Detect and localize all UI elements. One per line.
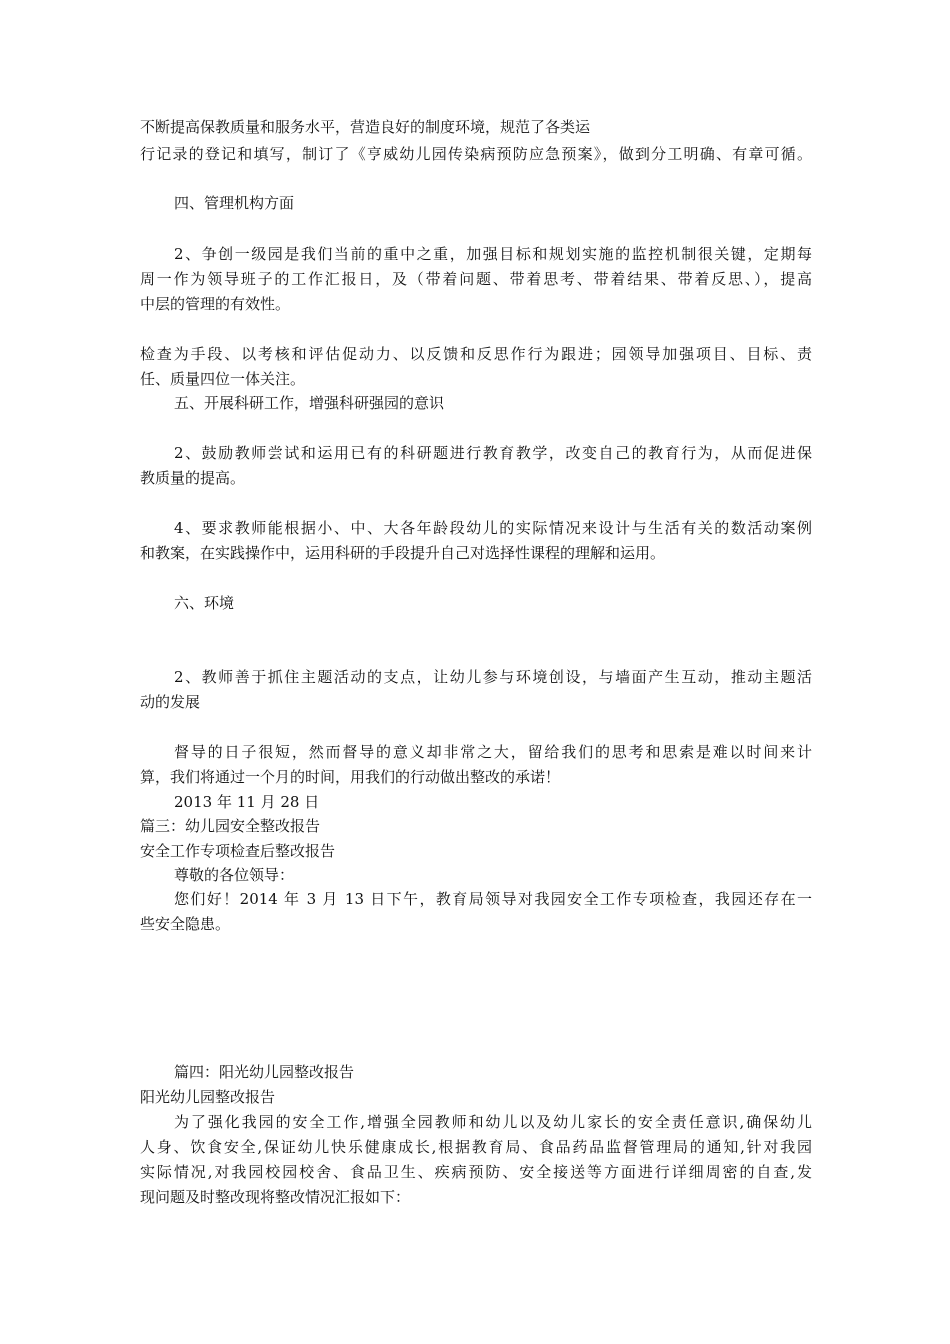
text-line: 周一作为领导班子的工作汇报日，及（带着问题、带着思考、带着结果、带着反思、），提高 [140, 270, 812, 288]
text-line: 为了强化我园的安全工作,增强全园教师和幼儿以及幼儿家长的安全责任意识,确保幼儿 [174, 1113, 812, 1131]
text-line: 检查为手段、以考核和评估促动力、以反馈和反思作行为跟进；园领导加强项目、目标、责 [140, 345, 812, 363]
text-line: 行记录的登记和填写，制订了《亨威幼儿园传染病预防应急预案》，做到分工明确、有章可循。 [140, 145, 812, 163]
text-line: 中层的管理的有效性。 [140, 295, 291, 313]
text-line: 您们好！2014 年 3 月 13 日下午，教育局领导对我园安全工作专项检查，我园还存在一 [174, 890, 812, 908]
text-line: 督导的日子很短，然而督导的意义却非常之大，留给我们的思考和思索是难以时间来计 [174, 743, 812, 761]
salutation: 尊敬的各位领导： [174, 866, 295, 884]
text-line: 动的发展 [140, 693, 201, 711]
text-line: 2、鼓励教师尝试和运用已有的科研题进行教育教学，改变自己的教育行为，从而促进保 [174, 444, 812, 462]
section-heading: 六、环境 [174, 594, 235, 612]
text-line: 实际情况,对我园校园校舍、食品卫生、疾病预防、安全接送等方面进行详细周密的自查,发 [140, 1163, 812, 1181]
article-title: 篇三：幼儿园安全整改报告 [140, 817, 321, 835]
article-title: 篇四：阳光幼儿园整改报告 [174, 1063, 355, 1081]
text-line: 2、争创一级园是我们当前的重中之重，加强目标和规划实施的监控机制很关键，定期每 [174, 245, 812, 263]
section-heading: 五、开展科研工作，增强科研强园的意识 [174, 394, 445, 412]
text-line: 人身、饮食安全,保证幼儿快乐健康成长,根据教育局、食品药品监督管理局的通知,针对我园 [140, 1138, 812, 1156]
text-line: 任、质量四位一体关注。 [140, 370, 306, 388]
text-line: 现问题及时整改现将整改情况汇报如下： [140, 1188, 411, 1206]
section-heading: 四、管理机构方面 [174, 194, 295, 212]
text-line: 算，我们将通过一个月的时间，用我们的行动做出整改的承诺！ [140, 768, 561, 786]
date-line: 2013 年 11 月 28 日 [174, 793, 320, 811]
text-line: 教质量的提高。 [140, 469, 246, 487]
text-line: 2、教师善于抓住主题活动的支点，让幼儿参与环境创设，与墙面产生互动，推动主题活 [174, 668, 812, 686]
text-line: 和教案，在实践操作中，运用科研的手段提升自己对选择性课程的理解和运用。 [140, 544, 666, 562]
article-subtitle: 阳光幼儿园整改报告 [140, 1088, 276, 1106]
text-line: 4、要求教师能根据小、中、大各年龄段幼儿的实际情况来设计与生活有关的数活动案例 [174, 519, 812, 537]
text-line: 些安全隐患。 [140, 915, 231, 933]
article-subtitle: 安全工作专项检查后整改报告 [140, 842, 336, 860]
text-line: 不断提高保教质量和服务水平，营造良好的制度环境，规范了各类运 [140, 118, 591, 136]
